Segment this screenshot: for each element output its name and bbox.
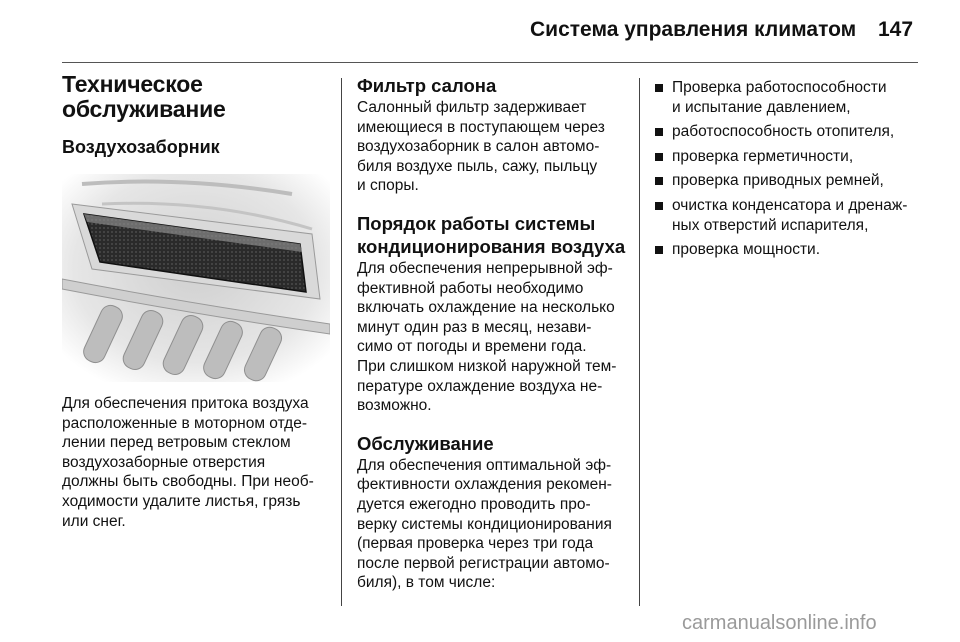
bullet-square-icon bbox=[655, 246, 663, 254]
air-intake-text: Для обеспечения притока воздуха расположенные в моторном отде- лении перед ветровым стеклом воздухозаборные отверстия должны быть свободны. При необ- ходимости удалите листья, грязь или снег. bbox=[62, 395, 314, 530]
service-heading: Обслуживание bbox=[357, 432, 494, 454]
air-intake-drawing bbox=[62, 174, 330, 382]
list-item bbox=[655, 122, 925, 142]
bullet-square-icon bbox=[655, 177, 663, 185]
ac-operation-heading: Порядок работы системы кондиционирования воздуха bbox=[357, 212, 626, 257]
running-header-title: Система управления климатом bbox=[530, 18, 857, 41]
list-item bbox=[655, 171, 925, 191]
bullet-square-icon bbox=[655, 84, 663, 92]
air-intake-illustration bbox=[62, 174, 330, 382]
bullet-square-icon bbox=[655, 202, 663, 210]
section-title: Техническое обслуживание bbox=[62, 71, 226, 122]
cabin-filter-heading: Фильтр салона bbox=[357, 75, 497, 96]
bullet-square-icon bbox=[655, 128, 663, 136]
list-item-text: проверка герметичности, bbox=[672, 147, 854, 165]
column-middle bbox=[357, 74, 627, 593]
list-item-text: проверка приводных ремней, bbox=[672, 172, 884, 190]
column-left bbox=[62, 72, 330, 531]
header-rule bbox=[62, 62, 918, 63]
cabin-filter-text: Салонный фильтр задерживает имеющиеся в поступающем через воздухозаборник в салон автомо- биля воздухе пыль, сажу, пыльцу и споры. bbox=[357, 99, 605, 195]
ac-operation-text: Для обеспечения непрерывной эф- фективной работы необходимо включать охлаждение на несколько минут один раз в месяц, незави- симо от погоды и времени года. При слишком низкой наружной тем- пературе охлаждение воздуха не- возможно. bbox=[357, 259, 617, 415]
list-item-text: работоспособность отопителя, bbox=[672, 123, 895, 141]
list-item-text: очистка конденсатора и дренаж- ных отверстий испарителя, bbox=[672, 196, 908, 234]
service-text: Для обеспечения оптимальной эф- фективности охлаждения рекомен- дуется ежегодно проводить про- верку системы кондиционирования (первая проверка через три года после первой регистрации автомо- биля), в том числе: bbox=[357, 456, 612, 592]
column-divider-right bbox=[639, 78, 640, 606]
page-number: 147 bbox=[878, 18, 914, 41]
list-item-text: проверка мощности. bbox=[672, 241, 821, 259]
air-intake-heading: Воздухозаборник bbox=[62, 137, 220, 157]
service-checklist bbox=[655, 78, 925, 260]
list-item bbox=[655, 196, 925, 235]
list-item bbox=[655, 147, 925, 167]
list-item bbox=[655, 240, 925, 260]
column-right bbox=[655, 78, 925, 265]
watermark: carmanualsonline.info bbox=[682, 612, 877, 634]
column-divider-left bbox=[341, 78, 342, 606]
list-item-text: Проверка работоспособности и испытание давлением, bbox=[672, 79, 887, 116]
bullet-square-icon bbox=[655, 153, 663, 161]
list-item bbox=[655, 78, 925, 117]
